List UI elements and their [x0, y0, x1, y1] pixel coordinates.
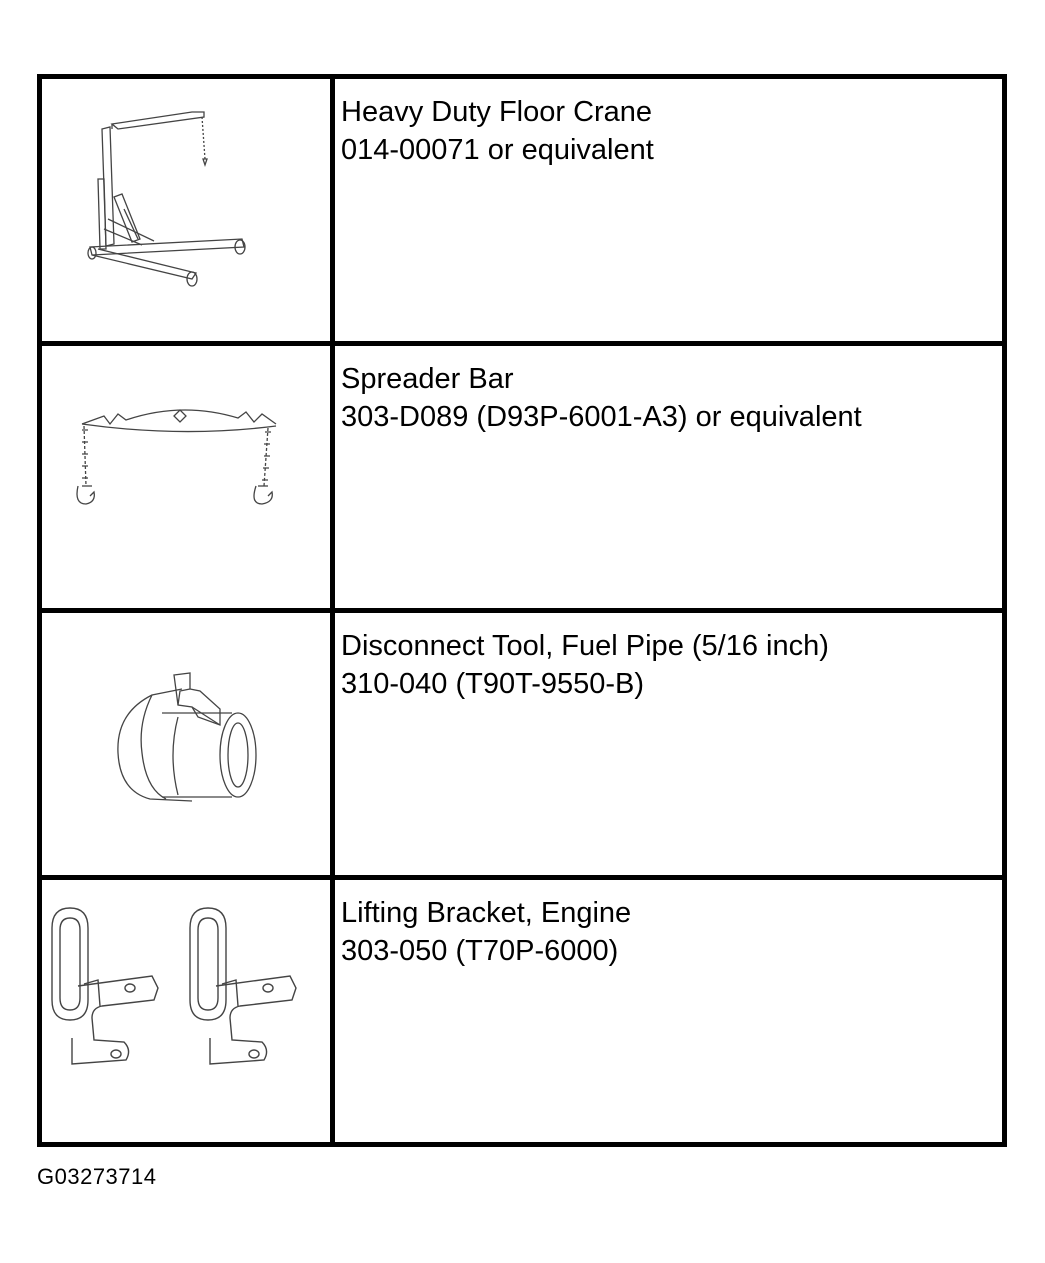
- tool-part-number: 310-040 (T90T-9550-B): [341, 668, 645, 700]
- tool-part-number: 303-D089 (D93P-6001-A3) or equivalent: [341, 401, 862, 433]
- tool-part-number: 014-00071 or equivalent: [341, 134, 654, 166]
- tool-image-cell: [40, 344, 333, 611]
- tool-description-cell: [333, 77, 1005, 344]
- tool-image-cell: [40, 611, 333, 878]
- spreader-bar-icon: [42, 346, 330, 603]
- special-tools-table: [37, 74, 1007, 1147]
- tool-name: Spreader Bar: [341, 363, 514, 395]
- tool-image-cell: [40, 878, 333, 1145]
- figure-id: G03273714: [37, 1164, 157, 1189]
- tool-name: Lifting Bracket, Engine: [341, 897, 632, 929]
- tool-description-cell: [333, 344, 1005, 611]
- tool-name: Heavy Duty Floor Crane: [341, 96, 653, 128]
- tool-name: Disconnect Tool, Fuel Pipe (5/16 inch): [341, 630, 829, 662]
- tool-description-cell: [333, 878, 1005, 1145]
- disconnect-tool-icon: [42, 613, 330, 870]
- tool-part-number: 303-050 (T70P-6000): [341, 935, 619, 967]
- table-row: [40, 878, 1005, 1145]
- lifting-bracket-icon: [42, 880, 330, 1137]
- tool-image-cell: [40, 77, 333, 344]
- table-row: [40, 611, 1005, 878]
- floor-crane-icon: [42, 79, 330, 336]
- table-row: [40, 344, 1005, 611]
- tool-description-cell: [333, 611, 1005, 878]
- table-row: [40, 77, 1005, 344]
